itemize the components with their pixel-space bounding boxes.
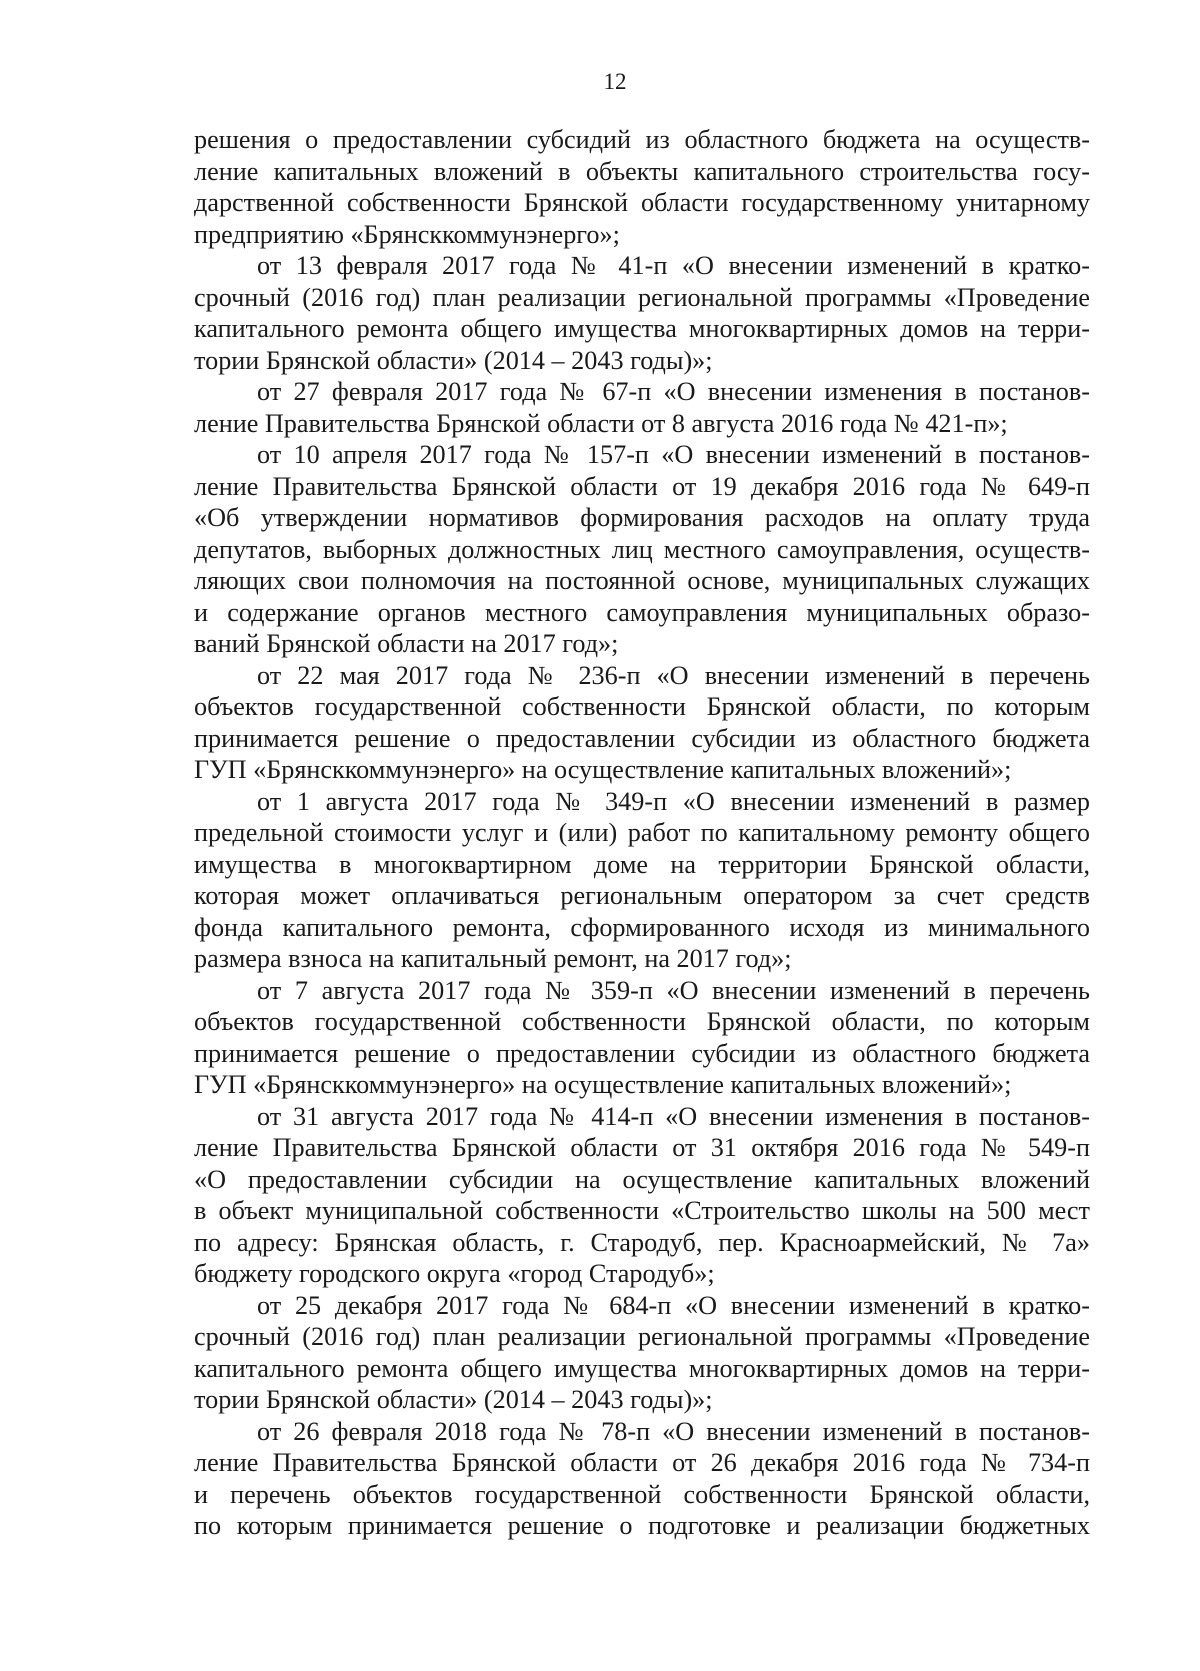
text-line: которая может оплачиваться региональным оператором за счет средств: [194, 881, 1090, 910]
text-line: от 25 декабря 2017 года № 684-п «О внесении изменений в кратко-: [257, 1290, 1090, 1320]
text-line: от 10 апреля 2017 года № 157-п «О внесении изменений в постанов-: [257, 440, 1090, 469]
text-line: ление Правительства Брянской области от 26 декабря 2016 года № 734-п: [194, 1448, 1090, 1477]
text-line: размера взноса на капитальный ремонт, на 2017 год»;: [194, 944, 792, 973]
text-line: срочный (2016 год) план реализации региональной программы «Проведение: [194, 282, 1090, 312]
text-line: от 13 февраля 2017 года № 41-п «О внесении изменений в кратко-: [257, 251, 1090, 280]
text-line: депутатов, выборных должностных лиц местного самоуправления, осуществ-: [194, 534, 1090, 564]
text-line: в объект муниципальной собственности «Строительство школы на 500 мест: [194, 1196, 1090, 1225]
text-line: ГУП «Брянсккоммунэнерго» на осуществление капитальных вложений»;: [194, 1070, 1012, 1099]
text-line: и содержание органов местного самоуправления муниципальных образо-: [194, 597, 1090, 627]
text-line: ваний Брянской области на 2017 год»;: [194, 629, 619, 658]
text-line: принимается решение о предоставлении субсидии из областного бюджета: [194, 723, 1090, 753]
text-line: имущества в многоквартирном доме на территории Брянской области,: [194, 849, 1090, 879]
text-line: капитального ремонта общего имущества многоквартирных домов на терри-: [194, 314, 1090, 343]
text-line: срочный (2016 год) план реализации региональной программы «Проведение: [194, 1322, 1090, 1351]
text-line: ление Правительства Брянской области от 8 августа 2016 года № 421-п»;: [194, 408, 1008, 438]
text-line: и перечень объектов государственной собственности Брянской области,: [194, 1479, 1090, 1509]
text-line: от 1 августа 2017 года № 349-п «О внесении изменений в размер: [257, 786, 1090, 816]
text-line: тории Брянской области» (2014 – 2043 годы)»;: [194, 1385, 713, 1414]
text-line: фонда капитального ремонта, сформированного исходя из минимального: [194, 912, 1090, 942]
text-line: ление капитальных вложений в объекты капитального строительства госу-: [194, 156, 1090, 186]
text-line: ление Правительства Брянской области от 19 декабря 2016 года № 649-п: [194, 471, 1090, 501]
text-line: от 22 мая 2017 года № 236-п «О внесении изменений в перечень: [257, 660, 1090, 690]
text-line: «Об утверждении нормативов формирования расходов на оплату труда: [194, 503, 1090, 532]
text-line: дарственной собственности Брянской области государственному унитарному: [194, 188, 1090, 217]
text-line: от 27 февраля 2017 года № 67-п «О внесении изменения в постанов-: [257, 377, 1090, 406]
text-line: «О предоставлении субсидии на осуществление капитальных вложений: [194, 1164, 1090, 1194]
text-line: тории Брянской области» (2014 – 2043 годы)»;: [194, 345, 713, 375]
text-line: ГУП «Брянсккоммунэнерго» на осуществление капитальных вложений»;: [194, 755, 1012, 784]
text-line: по которым принимается решение о подготовке и реализации бюджетных: [194, 1511, 1090, 1540]
text-line: от 7 августа 2017 года № 359-п «О внесении изменений в перечень: [257, 975, 1090, 1005]
text-line: предельной стоимости услуг и (или) работ по капитальному ремонту общего: [194, 818, 1090, 847]
page-number: 12: [603, 69, 627, 94]
text-line: ление Правительства Брянской области от 31 октября 2016 года № 549-п: [194, 1133, 1090, 1162]
text-line: предприятию «Брянсккоммунэнерго»;: [194, 219, 620, 249]
text-line: объектов государственной собственности Брянской области, по которым: [194, 692, 1090, 721]
text-line: объектов государственной собственности Брянской области, по которым: [194, 1007, 1090, 1036]
document-body: [194, 124, 1090, 1542]
text-line: ляющих свои полномочия на постоянной основе, муниципальных служащих: [194, 566, 1090, 595]
text-line: решения о предоставлении субсидий из областного бюджета на осуществ-: [194, 125, 1090, 154]
text-line: от 26 февраля 2018 года № 78-п «О внесении изменений в постанов-: [257, 1416, 1090, 1446]
text-line: капитального ремонта общего имущества многоквартирных домов на терри-: [194, 1353, 1090, 1383]
text-line: от 31 августа 2017 года № 414-п «О внесении изменения в постанов-: [257, 1101, 1090, 1131]
text-line: принимается решение о предоставлении субсидии из областного бюджета: [194, 1038, 1090, 1068]
text-line: бюджету городского округа «город Стародуб»;: [194, 1259, 715, 1288]
text-line: по адресу: Брянская область, г. Стародуб, пер. Красноармейский, № 7а»: [194, 1227, 1090, 1257]
